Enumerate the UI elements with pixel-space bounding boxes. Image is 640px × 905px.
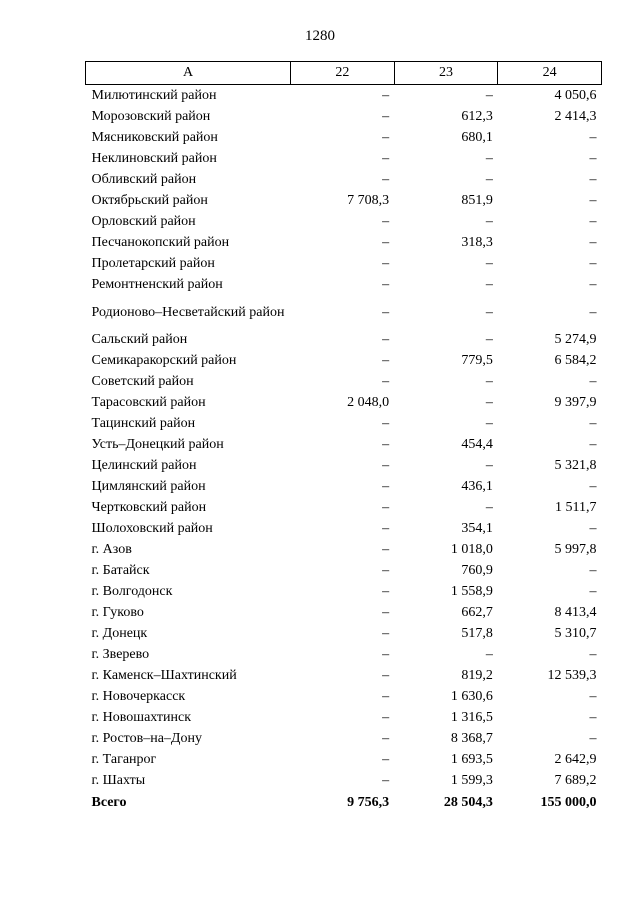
table-body (86, 85, 602, 814)
value-cell-23: – (485, 214, 493, 229)
district-name-cell: Песчанокопский район (91, 235, 230, 250)
value-cell-22: – (382, 151, 390, 166)
value-cell-22: – (382, 416, 390, 431)
table-row (86, 728, 602, 749)
value-cell-24: – (589, 647, 597, 662)
table-row (86, 749, 602, 770)
district-name-cell: г. Новочеркасск (91, 689, 186, 704)
district-name-cell: Обливский район (91, 172, 197, 187)
district-name-cell: Морозовский район (91, 109, 211, 124)
value-cell-24: – (589, 193, 597, 208)
value-cell-22: – (382, 353, 390, 368)
value-cell-23: – (485, 277, 493, 292)
value-cell-22: 9 756,3 (347, 794, 390, 810)
value-cell-22: – (382, 500, 390, 515)
value-cell-22: – (382, 605, 390, 620)
table-row (86, 476, 602, 497)
header-col-a: А (86, 62, 291, 85)
district-name-cell: г. Каменск–Шахтинский (91, 668, 237, 683)
value-cell-22: – (382, 88, 390, 103)
value-cell-23: – (485, 304, 493, 320)
value-cell-23: 1 316,5 (450, 710, 493, 725)
table-row (86, 232, 602, 253)
district-name-cell: г. Батайск (91, 563, 150, 578)
table-row (86, 560, 602, 581)
value-cell-24: 4 050,6 (554, 88, 597, 103)
value-cell-22: – (382, 130, 390, 145)
table-header (86, 62, 602, 85)
header-col-23: 23 (394, 62, 498, 85)
table-row (86, 770, 602, 791)
value-cell-22: – (382, 584, 390, 599)
value-cell-23: – (485, 256, 493, 271)
value-cell-23: 612,3 (461, 109, 493, 124)
table-row (86, 497, 602, 518)
value-cell-24: – (589, 214, 597, 229)
value-cell-24: 5 997,8 (554, 542, 597, 557)
district-name-cell: г. Новошахтинск (91, 710, 192, 725)
value-cell-24: 2 642,9 (554, 752, 597, 767)
table-row (86, 518, 602, 539)
table-row (86, 190, 602, 211)
value-cell-23: – (485, 172, 493, 187)
value-cell-23: 760,9 (461, 563, 493, 578)
value-cell-23: 1 630,6 (450, 689, 493, 704)
value-cell-24: 9 397,9 (554, 395, 597, 410)
district-name-cell: г. Донецк (91, 626, 148, 641)
header-col-24: 24 (498, 62, 602, 85)
value-cell-23: 680,1 (461, 130, 493, 145)
value-cell-22: – (382, 710, 390, 725)
value-cell-23: 8 368,7 (450, 731, 493, 746)
table-row (86, 602, 602, 623)
value-cell-22: 7 708,3 (347, 193, 390, 208)
table-row (86, 686, 602, 707)
district-name-cell: г. Азов (91, 542, 132, 557)
table-row (86, 350, 602, 371)
value-cell-24: – (589, 130, 597, 145)
value-cell-24: 2 414,3 (554, 109, 597, 124)
value-cell-24: 7 689,2 (554, 773, 597, 788)
value-cell-24: – (589, 256, 597, 271)
page-number: 1280 (305, 28, 335, 44)
table-row (86, 539, 602, 560)
table-row (86, 371, 602, 392)
value-cell-22: 2 048,0 (347, 395, 390, 410)
value-cell-22: – (382, 563, 390, 578)
value-cell-22: – (382, 773, 390, 788)
table-row (86, 253, 602, 274)
value-cell-23: – (485, 88, 493, 103)
value-cell-24: 155 000,0 (540, 794, 597, 810)
table-row (86, 392, 602, 413)
budget-table (85, 61, 602, 813)
value-cell-22: – (382, 521, 390, 536)
value-cell-22: – (382, 689, 390, 704)
value-cell-23: – (485, 332, 493, 347)
value-cell-22: – (382, 172, 390, 187)
district-name-cell: Тацинский район (91, 416, 196, 431)
value-cell-24: – (589, 710, 597, 725)
value-cell-24: – (589, 304, 597, 320)
district-name-cell: Орловский район (91, 214, 196, 229)
district-name-cell: Советский район (91, 374, 194, 389)
value-cell-22: – (382, 235, 390, 250)
value-cell-24: 5 274,9 (554, 332, 597, 347)
value-cell-24: 6 584,2 (554, 353, 597, 368)
value-cell-22: – (382, 374, 390, 389)
value-cell-22: – (382, 214, 390, 229)
value-cell-24: – (589, 563, 597, 578)
district-name-cell: Чертковский район (91, 500, 207, 515)
value-cell-24: 5 321,8 (554, 458, 597, 473)
value-cell-22: – (382, 256, 390, 271)
table-row (86, 329, 602, 350)
value-cell-22: – (382, 277, 390, 292)
table-row (86, 169, 602, 190)
district-name-cell: г. Ростов–на–Дону (91, 731, 202, 746)
value-cell-23: – (485, 500, 493, 515)
district-name-cell: Усть–Донецкий район (91, 437, 224, 452)
district-name-cell: г. Волгодонск (91, 584, 173, 599)
value-cell-24: – (589, 437, 597, 452)
district-name-cell: г. Зверево (91, 647, 150, 662)
total-row (86, 791, 602, 813)
value-cell-24: 12 539,3 (547, 668, 597, 683)
value-cell-22: – (382, 479, 390, 494)
district-name-cell: Цимлянский район (91, 479, 206, 494)
district-name-cell: г. Таганрог (91, 752, 157, 767)
value-cell-23: 662,7 (461, 605, 493, 620)
district-name-cell: Шолоховский район (91, 521, 213, 536)
district-name-cell: Милютинский район (91, 88, 217, 103)
value-cell-23: 28 504,3 (443, 794, 493, 810)
district-name-cell: Семикаракорский район (91, 353, 237, 368)
table-row (86, 106, 602, 127)
value-cell-23: 454,4 (461, 437, 493, 452)
table-row (86, 148, 602, 169)
header-col-22: 22 (291, 62, 395, 85)
table-row (86, 581, 602, 602)
district-name-cell: Родионово–Несветайский район (91, 304, 285, 320)
table-row (86, 127, 602, 148)
value-cell-24: – (589, 689, 597, 704)
table-row (86, 455, 602, 476)
value-cell-23: 436,1 (461, 479, 493, 494)
value-cell-23: – (485, 458, 493, 473)
value-cell-24: – (589, 731, 597, 746)
table-row (86, 644, 602, 665)
value-cell-24: – (589, 584, 597, 599)
table-row (86, 85, 602, 107)
district-name-cell: Сальский район (91, 332, 188, 347)
value-cell-24: – (589, 416, 597, 431)
value-cell-22: – (382, 668, 390, 683)
value-cell-24: – (589, 151, 597, 166)
value-cell-23: – (485, 151, 493, 166)
value-cell-23: 819,2 (461, 668, 493, 683)
value-cell-24: – (589, 374, 597, 389)
value-cell-23: 1 018,0 (450, 542, 493, 557)
value-cell-22: – (382, 647, 390, 662)
header-row (86, 62, 602, 85)
value-cell-22: – (382, 437, 390, 452)
value-cell-23: 354,1 (461, 521, 493, 536)
value-cell-22: – (382, 332, 390, 347)
value-cell-22: – (382, 731, 390, 746)
value-cell-22: – (382, 304, 390, 320)
value-cell-23: 517,8 (461, 626, 493, 641)
value-cell-24: – (589, 235, 597, 250)
value-cell-24: – (589, 479, 597, 494)
district-name-cell: Неклиновский район (91, 151, 217, 166)
table-row (86, 274, 602, 295)
value-cell-23: – (485, 647, 493, 662)
value-cell-23: 851,9 (461, 193, 493, 208)
district-name-cell: г. Шахты (91, 773, 146, 788)
value-cell-24: 1 511,7 (554, 500, 597, 515)
district-name-cell: Пролетарский район (91, 256, 215, 271)
value-cell-24: 5 310,7 (554, 626, 597, 641)
value-cell-24: 8 413,4 (554, 605, 597, 620)
value-cell-22: – (382, 626, 390, 641)
district-name-cell: Целинский район (91, 458, 197, 473)
table-row (86, 665, 602, 686)
value-cell-22: – (382, 542, 390, 557)
value-cell-22: – (382, 752, 390, 767)
value-cell-24: – (589, 277, 597, 292)
value-cell-23: 779,5 (461, 353, 493, 368)
value-cell-23: – (485, 374, 493, 389)
district-name-cell: г. Гуково (91, 605, 144, 620)
table-row (86, 413, 602, 434)
district-name-cell: Тарасовский район (91, 395, 206, 410)
district-name-cell: Всего (91, 794, 127, 810)
value-cell-23: 1 599,3 (450, 773, 493, 788)
value-cell-23: 1 558,9 (450, 584, 493, 599)
value-cell-23: – (485, 395, 493, 410)
table-row (86, 707, 602, 728)
district-name-cell: Мясниковский район (91, 130, 218, 145)
value-cell-23: 1 693,5 (450, 752, 493, 767)
value-cell-24: – (589, 172, 597, 187)
district-name-cell: Ремонтненский район (91, 277, 223, 292)
table-row (86, 211, 602, 232)
table-row (86, 623, 602, 644)
value-cell-22: – (382, 109, 390, 124)
value-cell-24: – (589, 521, 597, 536)
value-cell-22: – (382, 458, 390, 473)
table-row (86, 434, 602, 455)
table-row (86, 295, 602, 329)
value-cell-23: 318,3 (461, 235, 493, 250)
value-cell-23: – (485, 416, 493, 431)
district-name-cell: Октябрьский район (91, 193, 208, 208)
